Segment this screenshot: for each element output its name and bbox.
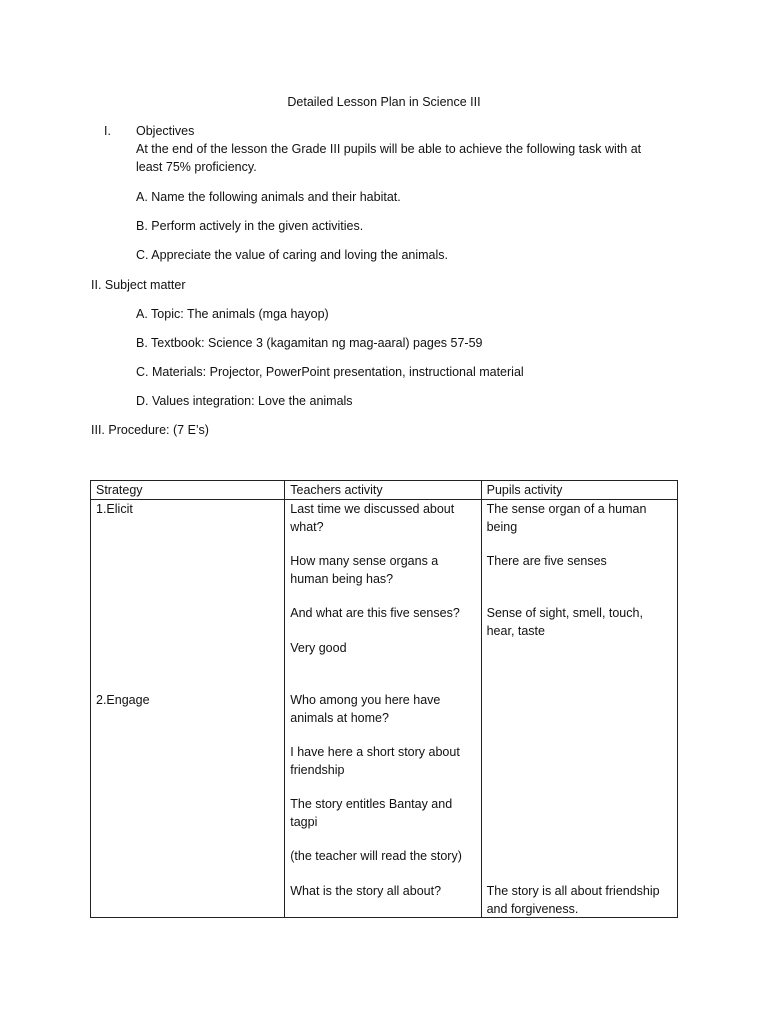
pupils-activity-cell: [481, 500, 677, 918]
table-row: [91, 500, 678, 918]
subject-item-topic: A. Topic: The animals (mga hayop): [136, 307, 329, 321]
teacher-elicit-4: Very good: [290, 641, 347, 655]
procedure-heading: III. Procedure: (7 E’s): [91, 423, 209, 437]
teacher-elicit-1: Last time we discussed about what?: [290, 502, 455, 534]
teacher-elicit-3: And what are this five senses?: [290, 606, 460, 620]
teachers-activity-cell: [285, 500, 481, 918]
header-pupils-activity: Pupils activity: [481, 481, 677, 500]
subject-matter-heading: II. Subject matter: [91, 278, 186, 292]
objective-item-a: A. Name the following animals and their habitat.: [136, 190, 401, 204]
strategy-cell: [91, 500, 285, 918]
teacher-engage-2: I have here a short story about friendship: [290, 745, 460, 777]
procedure-table: [90, 480, 678, 918]
teacher-engage-3: The story entitles Bantay and tagpi: [290, 797, 453, 829]
strategy-elicit: 1.Elicit: [96, 502, 133, 516]
pupil-elicit-2: There are five senses: [486, 554, 607, 568]
pupil-elicit-3: Sense of sight, smell, touch, hear, taste: [486, 606, 643, 638]
document-title: Detailed Lesson Plan in Science III: [287, 95, 481, 109]
objectives-intro-line1: At the end of the lesson the Grade III pupils will be able to achieve the following task with at: [136, 142, 642, 156]
teacher-elicit-2: How many sense organs a human being has?: [290, 554, 439, 586]
header-strategy: Strategy: [91, 481, 285, 500]
subject-item-textbook: B. Textbook: Science 3 (kagamitan ng mag-aaral) pages 57-59: [136, 336, 483, 350]
teacher-engage-4: (the teacher will read the story): [290, 849, 462, 863]
objective-item-c: C. Appreciate the value of caring and loving the animals.: [136, 248, 448, 262]
table-header-row: [91, 481, 678, 500]
objective-item-b: B. Perform actively in the given activities.: [136, 219, 364, 233]
header-teachers-activity: Teachers activity: [285, 481, 481, 500]
objectives-numeral: I.: [104, 124, 111, 138]
objectives-intro-line2: least 75% proficiency.: [136, 160, 257, 174]
teacher-engage-1: Who among you here have animals at home?: [290, 693, 441, 725]
pupil-elicit-1: The sense organ of a human being: [486, 502, 647, 534]
teacher-engage-5: What is the story all about?: [290, 884, 442, 898]
strategy-engage: 2.Engage: [96, 693, 150, 707]
subject-item-materials: C. Materials: Projector, PowerPoint presentation, instructional material: [136, 365, 524, 379]
subject-item-values: D. Values integration: Love the animals: [136, 394, 353, 408]
objectives-label: Objectives: [136, 124, 195, 138]
pupil-engage-5: The story is all about friendship and forgiveness.: [486, 884, 660, 916]
